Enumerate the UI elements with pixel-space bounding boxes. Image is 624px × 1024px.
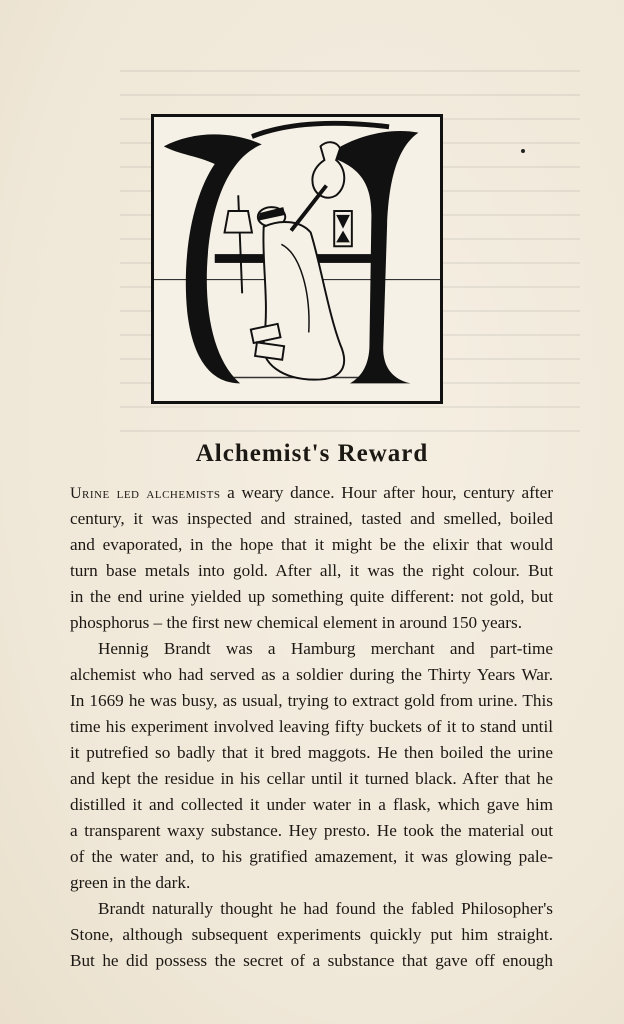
text-line: it putrefied so badly that it bred maggots. He then boiled the urine: [70, 743, 553, 762]
text-line: and evaporated, in the hope that it might be the elixir that would: [70, 535, 553, 554]
text-line: Stone, although subsequent experiments quickly put him straight.: [70, 925, 553, 944]
text-line: phosphorus – the first new chemical element in around 150 years.: [70, 613, 523, 632]
text-line: Urine led alchemists a weary dance. Hour after hour, century after: [70, 483, 553, 502]
chapter-heading: Alchemist's Reward: [195, 440, 429, 467]
text-line: In 1669 he was busy, as usual, trying to extract gold from urine. This: [70, 691, 553, 710]
text-line: But he did possess the secret of a substance that gave off enough: [70, 951, 553, 970]
text-line: distilled it and collected it under water in a flask, which gave him: [70, 795, 553, 814]
ornament-dot: [521, 149, 525, 153]
text-line: in the end urine yielded up something quite different: not gold, but: [70, 587, 553, 606]
text-line: time his experiment involved leaving fifty buckets of it to stand until: [70, 717, 553, 736]
text-line: Brandt naturally thought he had found the fabled Philosopher's: [98, 899, 553, 918]
body-text: [70, 480, 553, 974]
text-line: and kept the residue in his cellar until it turned black. After that he: [70, 769, 553, 788]
text-line: a transparent waxy substance. Hey presto. He took the material out: [70, 821, 553, 840]
text-line: turn base metals into gold. After all, it was the right colour. But: [70, 561, 553, 580]
text-line: Hennig Brandt was a Hamburg merchant and part-time: [98, 639, 553, 658]
text-line: alchemist who had served as a soldier during the Thirty Years War.: [70, 665, 553, 684]
lead-small-caps: Urine led alchemists: [70, 485, 221, 502]
alchemist-icon: [154, 117, 440, 401]
text-line: century, it was inspected and strained, tasted and smelled, boiled: [70, 509, 553, 528]
illuminated-letter-a: [151, 114, 443, 404]
text-line: of the water and, to his gratified amazement, it was glowing pale-: [70, 847, 553, 866]
text-line: green in the dark.: [70, 873, 191, 892]
